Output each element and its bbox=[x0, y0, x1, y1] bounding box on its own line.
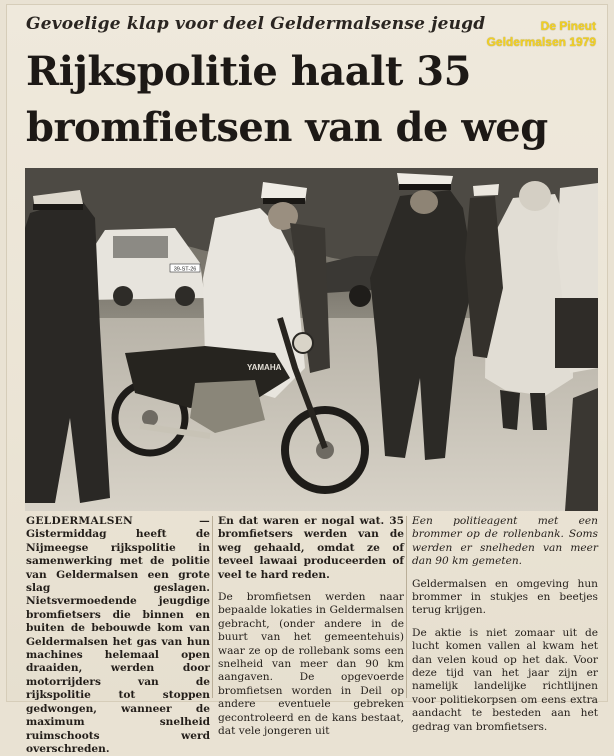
photo-illustration bbox=[25, 168, 598, 511]
article-paragraph: Geldermalsen en omgeving hun brommer in stukjes en beetjes terug krijgen. bbox=[412, 577, 598, 617]
headline-line-2: bromfietsen van de weg bbox=[26, 104, 548, 151]
newspaper-clipping bbox=[6, 4, 608, 755]
source-stamp-place-year: Geldermalsen 1979 bbox=[486, 35, 596, 49]
article-column-3 bbox=[412, 515, 598, 733]
car-license-plate: 39-ST-26 bbox=[173, 266, 197, 273]
news-photo bbox=[25, 168, 598, 511]
article-paragraph bbox=[26, 515, 210, 756]
headline bbox=[26, 44, 596, 156]
article-paragraph: De aktie is niet zomaar uit de lucht komen vallen al kwam het dan velen koud op het dak. Voor deze tijd van het jaar zijn er namelijk landelijke richtlijnen voor politiekorpsen om eens extra aandacht te besteden aan het gedrag van bromfietsers. bbox=[412, 626, 598, 733]
kicker-subtitle: Gevoelige klap voor deel Geldermalsense jeugd bbox=[26, 14, 486, 34]
article-text: Gistermiddag heeft de Nijmeegse rijkspolitie in samenwerking met de politie van Geldermalsen een grote slag geslagen. Nietsvermoedende jeugdige bromfietsers die binnen en buiten de bebouwde kom van Geldermalsen het gas van hun machines helemaal open draaiden, werden door motorrijders van de rijkspolitie tot stoppen gedwongen, wanneer de maximum snelheid ruimschoots werd overschreden. bbox=[26, 528, 210, 755]
dateline: GELDERMALSEN — bbox=[26, 515, 210, 527]
article-column-2 bbox=[218, 515, 404, 738]
moped-brand-label: YAMAHA bbox=[247, 363, 282, 372]
headline-line-1: Rijkspolitie haalt 35 bbox=[26, 48, 471, 95]
source-stamp-title: De Pineut bbox=[540, 19, 596, 33]
article-paragraph: De bromfietsen werden naar bepaalde lokaties in Geldermalsen gebracht, (onder andere in de buurt van het gemeentehuis) waar ze op de rollebank soms een snelheid van meer dan 90 km aangaven. De opgevoerde bromfietsen worden in Deil op andere eventuele gebreken gecontroleerd en de kans bestaat, dat vele jongeren uit bbox=[218, 591, 404, 738]
column-divider-2 bbox=[406, 516, 407, 698]
article-column-1 bbox=[26, 515, 210, 755]
photo-caption: Een politieagent met een brommer op de rollenbank. Soms werden er snelheden van meer dan 90 km gemeten. bbox=[412, 515, 598, 568]
article-paragraph: En dat waren er nogal wat. 35 bromfietsers werden van de weg gehaald, omdat ze of teveel lawaai produceerden of veel te hard reden. bbox=[218, 515, 404, 581]
column-divider-1 bbox=[212, 516, 213, 698]
